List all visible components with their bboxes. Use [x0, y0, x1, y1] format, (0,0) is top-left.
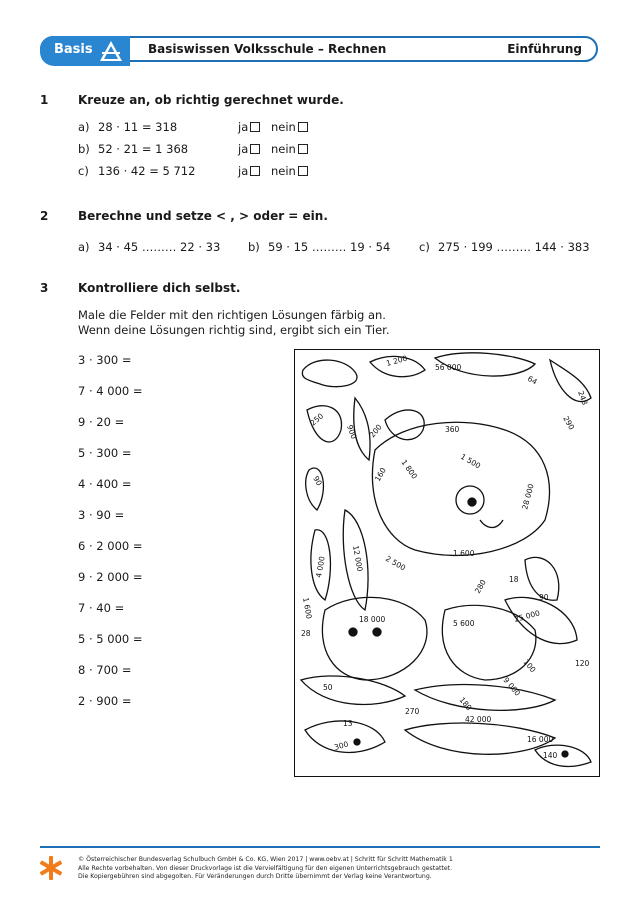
no-option: nein [271, 142, 308, 156]
publisher-logo-icon [38, 855, 64, 881]
picture-number-label: 1 200 [385, 353, 409, 368]
exercise-item: 3 · 300 = [78, 353, 132, 367]
picture-number-label: 56 000 [435, 363, 462, 372]
item-label: c) [419, 240, 430, 254]
row-label: a) [78, 120, 90, 134]
picture-number-label: 18 000 [359, 615, 386, 624]
picture-number-label: 42 000 [465, 715, 492, 724]
item-label: a) [78, 240, 90, 254]
exercise-item: 5 · 300 = [78, 446, 132, 460]
picture-number-label: 100 [521, 657, 538, 675]
animal-outline-drawing [295, 350, 598, 775]
checkbox[interactable] [298, 144, 308, 154]
exercise-item: 3 · 90 = [78, 508, 125, 522]
picture-number-label: 1 600 [453, 549, 475, 558]
picture-number-label: 270 [405, 707, 420, 716]
triangle-logo-icon [98, 38, 124, 64]
exercise-item: 5 · 5 000 = [78, 632, 143, 646]
checkbox[interactable] [250, 166, 260, 176]
picture-number-label: 4 000 [314, 555, 327, 579]
copyright-line: © Österreichischer Bundesverlag Schulbuch GmbH & Co. KG, Wien 2017 | www.oebv.at | Schritt für Schritt Mathematik 1 [78, 856, 453, 863]
exercise-item: 7 · 40 = [78, 601, 125, 615]
picture-number-label: 360 [445, 425, 460, 434]
row-expression: 28 · 11 = 318 [98, 120, 178, 134]
picture-number-label: 5 600 [453, 619, 475, 628]
exercise-item: 7 · 4 000 = [78, 384, 143, 398]
yes-option: ja [238, 164, 260, 178]
picture-number-label: 12 000 [351, 544, 365, 573]
picture-number-label: 180 [457, 695, 474, 713]
row-expression: 52 · 21 = 1 368 [98, 142, 189, 156]
exercise-item: 4 · 400 = [78, 477, 132, 491]
instruction-line: Wenn deine Lösungen richtig sind, ergibt sich ein Tier. [78, 323, 390, 337]
exercise-item: 9 · 20 = [78, 415, 125, 429]
checkbox[interactable] [250, 122, 260, 132]
picture-number-label: 2 500 [384, 553, 408, 573]
footer-divider [40, 846, 600, 848]
picture-number-label: 248 [576, 389, 590, 407]
item-expression: 34 · 45 ……… 22 · 33 [98, 240, 221, 254]
picture-number-label: 50 [323, 683, 333, 692]
instruction-line: Male die Felder mit den richtigen Lösungen färbig an. [78, 308, 386, 322]
exercise-item: 6 · 2 000 = [78, 539, 143, 553]
header-section: Einführung [507, 42, 582, 56]
picture-number-label: 900 [345, 423, 359, 441]
picture-number-label: 160 [372, 466, 388, 483]
picture-number-label: 90 [539, 593, 549, 602]
checkbox[interactable] [298, 166, 308, 176]
picture-number-label: 120 [575, 659, 590, 668]
exercise-item: 9 · 2 000 = [78, 570, 143, 584]
picture-number-label: 90 [311, 474, 324, 488]
picture-number-label: 300 [333, 739, 350, 752]
picture-number-label: 1 800 [399, 457, 420, 481]
copyright-line: Die Kopiergebühren sind abgegolten. Für Veränderungen durch Dritte übernimmt der Verlag keine Verantwortung. [78, 873, 432, 880]
picture-number-label: 1 600 [301, 596, 314, 620]
header-title: Basiswissen Volksschule – Rechnen [148, 42, 387, 56]
picture-number-label: 250 [308, 411, 326, 428]
task-1-title: Kreuze an, ob richtig gerechnet wurde. [78, 93, 344, 107]
exercise-item: 2 · 900 = [78, 694, 132, 708]
task-2-number: 2 [40, 209, 49, 223]
copyright-notice [78, 856, 453, 882]
picture-number-label: 200 [367, 422, 384, 440]
no-option: nein [271, 164, 308, 178]
picture-number-label: 16 000 [527, 735, 554, 744]
task-1-number: 1 [40, 93, 49, 107]
yes-option: ja [238, 120, 260, 134]
picture-number-label: 28 [301, 629, 311, 638]
coloring-picture [294, 349, 600, 777]
picture-number-label: 1 500 [459, 451, 483, 471]
picture-number-label: 64 [526, 373, 539, 387]
yes-option: ja [238, 142, 260, 156]
task-3-title: Kontrolliere dich selbst. [78, 281, 241, 295]
task-3-number: 3 [40, 281, 49, 295]
picture-number-label: 140 [543, 751, 558, 760]
picture-number-label: 28 000 [520, 482, 536, 511]
row-label: b) [78, 142, 90, 156]
badge-label: Basis [54, 42, 93, 57]
level-badge [40, 36, 130, 66]
item-expression: 59 · 15 ……… 19 · 54 [268, 240, 391, 254]
exercise-item: 8 · 700 = [78, 663, 132, 677]
picture-number-label: 9 000 [501, 675, 523, 698]
checkbox[interactable] [298, 122, 308, 132]
item-label: b) [248, 240, 260, 254]
row-label: c) [78, 164, 89, 178]
checkbox[interactable] [250, 144, 260, 154]
no-option: nein [271, 120, 308, 134]
copyright-line: Alle Rechte vorbehalten. Von dieser Druckvorlage ist die Vervielfältigung für den eigenen Unterrichtsgebrauch gestattet. [78, 864, 453, 872]
picture-number-label: 18 [509, 575, 519, 584]
page-header [40, 36, 598, 62]
picture-number-label: 25 000 [513, 608, 541, 624]
picture-number-label: 280 [472, 578, 488, 595]
task-2-title: Berechne und setze < , > oder = ein. [78, 209, 328, 223]
item-expression: 275 · 199 ……… 144 · 383 [438, 240, 590, 254]
picture-number-label: 290 [561, 414, 577, 432]
picture-number-label: 13 [343, 719, 353, 728]
row-expression: 136 · 42 = 5 712 [98, 164, 196, 178]
